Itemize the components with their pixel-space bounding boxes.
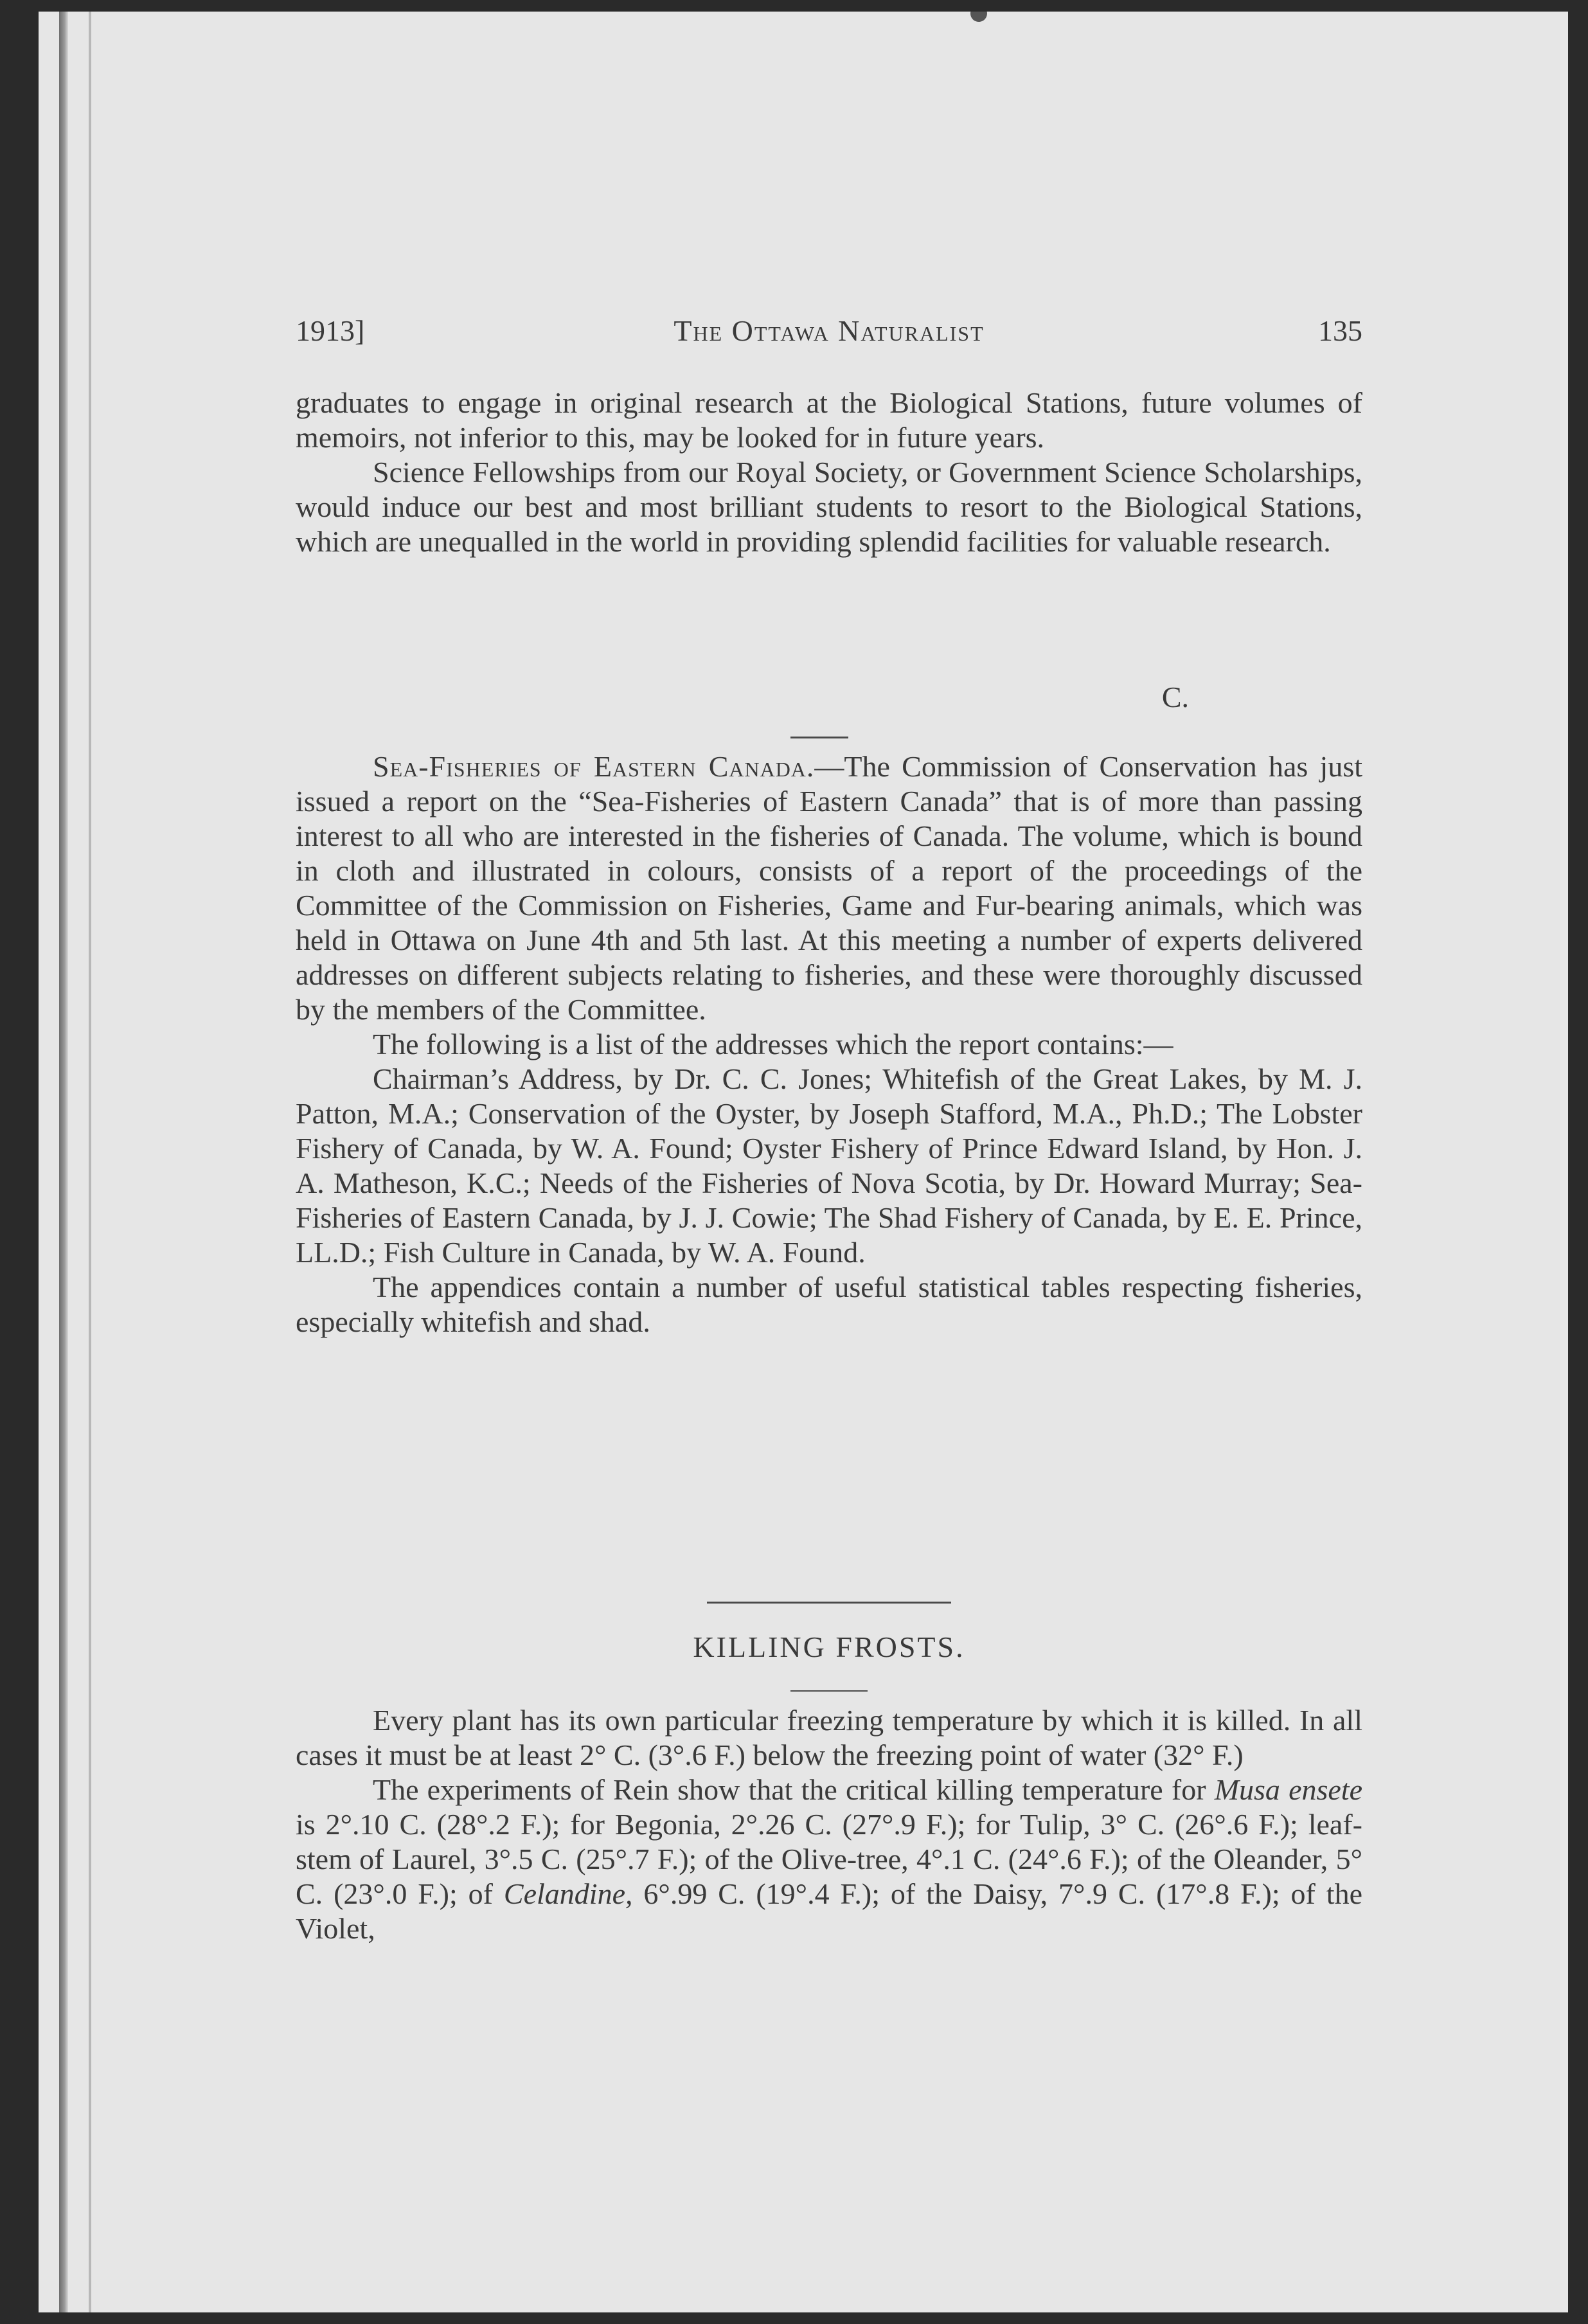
sea-fisheries-intro [296,749,1362,1027]
section-divider-long [707,1602,951,1604]
sea-fisheries-section [296,749,1362,1339]
title-underline [790,1690,868,1692]
scanned-page [39,12,1568,2312]
killing-frosts-title: KILLING FROSTS. [693,1631,965,1663]
fellowships-paragraph: Science Fellowships from our Royal Society, or Government Science Scholarships, would induce our best and most brilliant students to resort to the Biological Stations, which are unequalled in the world in providing splendid facilities for valuable research. [296,456,1362,558]
freezing-temperature-paragraph: Every plant has its own particular freezing temperature by which it is killed. In all cases it must be at least 2° C. (3°.6 F.) below the freezing point of water (32° F.) [296,1704,1362,1771]
continuation-paragraph: graduates to engage in original research at the Biological Stations, future volumes of memoirs, not inferior to this, may be looked for in future years. [296,386,1362,454]
running-head [296,314,1362,352]
addresses-intro-paragraph: The following is a list of the addresses which the report contains:— [373,1028,1173,1060]
addresses-list-paragraph: Chairman’s Address, by Dr. C. C. Jones; Whitefish of the Great Lakes, by M. J. Patton, M.A.; Conservation of the Oyster, by Joseph Stafford, M.A., Ph.D.; The Lobster Fishery of Canada, by W. A. Found; Oyster Fishery of Prince Edward Island, by Hon. J. A. Matheson, K.C.; Needs of the Fisheries of Nova Scotia, by Dr. Howard Murray; Sea-Fisheries of Eastern Canada, by J. J. Cowie; The Shad Fishery of Canada, by E. E. Prince, LL.D.; Fish Culture in Canada, by W. A. Found. [296,1062,1362,1269]
author-signature: C. [1161,681,1189,713]
section-divider-short [790,737,848,738]
appendices-paragraph: The appendices contain a number of useful statistical tables respecting fisheries, especially whitefish and shad. [296,1271,1362,1338]
sea-fisheries-heading: Sea-Fisheries of Eastern Canada. [373,750,815,783]
page-punch-hole [970,12,987,22]
running-head-year: 1913] [296,314,365,347]
rein-text-end: 6°.99 C. (19°.4 F.); of the Daisy, 7°.9 C. (17°.8 F.); of the Violet, [296,1877,1362,1945]
rein-experiments-paragraph [296,1773,1362,1946]
celandine-term: Celandine, [503,1877,633,1910]
rein-text-start: The experiments of Rein show that the critical killing temperature for [373,1773,1215,1806]
killing-frosts-section [296,1703,1362,1946]
binding-gutter [59,12,68,2312]
page-number: 135 [1318,314,1362,347]
binding-edge-line [89,12,91,2312]
sea-fisheries-intro-text: —The Commission of Conservation has just issued a report on the “Sea-Fisheries of Eastern Canada” that is of more than passing interest to all who are interested in the fisheries of Canada. The volume, which is bound in cloth and illustrated in colours, consists of a report of the proceedings of the Committee of the Commission on Fisheries, Game and Fur-bearing animals, which was held in Ottawa on June 4th and 5th last. At this meeting a number of experts delivered addresses on different subjects relating to fisheries, and these were thoroughly discussed by the members of the Committee. [296,750,1363,1026]
rein-text-middle: is 2°.10 C. (28°.2 F.); for Begonia, 2°.26 C. (27°.9 F.); for Tulip, 3° C. (26°.6 F.); leaf-stem of Laurel, 3°.5 C. (25°.7 F.); of the Olive-tree, 4°.1 C. (24°.6 F.); of the Oleander, 5° C. (23°.0 F.); of [296,1808,1362,1910]
continuation-section [296,386,1362,559]
running-head-title: The Ottawa Naturalist [674,314,985,347]
musa-ensete-term: Musa ensete [1214,1773,1362,1806]
